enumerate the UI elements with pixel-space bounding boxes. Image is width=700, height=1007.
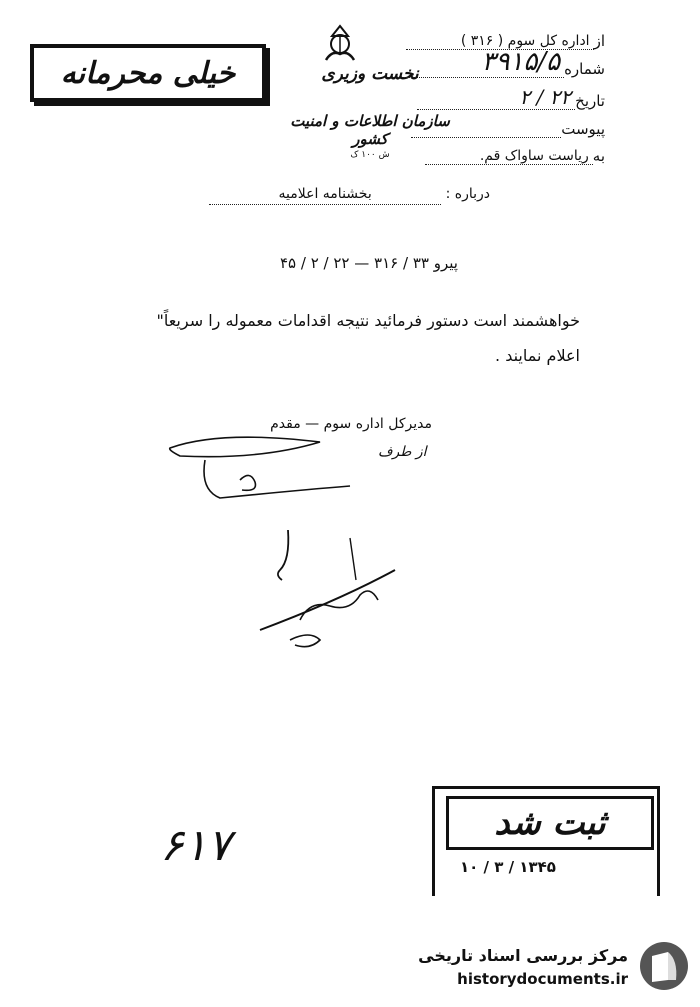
body-line-2: اعلام نمایند . bbox=[495, 346, 580, 365]
attachment-label: پیوست bbox=[561, 120, 605, 138]
to-value: ریاست ساواک قم. bbox=[425, 148, 593, 165]
footer-watermark bbox=[405, 940, 690, 1000]
signer-note: از طرف bbox=[378, 444, 427, 460]
attachment-row bbox=[411, 116, 605, 138]
agency-subtitle: سازمان اطلاعات و امنیت کشور bbox=[290, 112, 450, 148]
footer-url[interactable]: historydocuments.ir bbox=[457, 970, 628, 988]
lion-sun-emblem bbox=[320, 22, 360, 66]
number-row bbox=[406, 47, 605, 78]
signature-scribbles bbox=[160, 420, 420, 660]
handwritten-file-number: ۶۱۷ bbox=[160, 820, 231, 871]
confidential-stamp: خیلی محرمانه bbox=[30, 44, 266, 102]
footer-title: مرکز بررسی اسناد تاریخی bbox=[418, 946, 628, 965]
from-label: از bbox=[593, 32, 605, 50]
date-row bbox=[417, 85, 605, 110]
subject-value: بخشنامه اعلامیه bbox=[209, 186, 441, 205]
archive-logo-icon bbox=[638, 940, 690, 992]
subject-label: درباره : bbox=[445, 186, 490, 202]
to-row bbox=[425, 143, 605, 165]
body-line-1: خواهشمند است دستور فرمائید نتیجه اقدامات معموله را سریعاً" bbox=[156, 311, 580, 330]
reference-line: پیرو ۳۳ / ۳۱۶ — ۲۲ / ۲ / ۴۵ bbox=[280, 254, 458, 272]
date-value: ۲۲ / ۲ bbox=[417, 85, 575, 110]
date-label: تاریخ bbox=[575, 92, 605, 110]
to-label: به bbox=[592, 147, 605, 165]
number-value: ۳۹۱۵/۵ bbox=[406, 47, 564, 78]
agency-code: ش ۱۰۰ ک bbox=[350, 150, 390, 160]
registration-date: ۱۰ / ۳ / ۱۳۴۵ bbox=[460, 858, 556, 876]
registration-stamp: ثبت شد bbox=[446, 796, 654, 850]
number-label: شماره bbox=[564, 60, 605, 78]
attachment-line bbox=[411, 123, 561, 138]
agency-name: نخست وزیری bbox=[321, 64, 419, 84]
signer-title: مدیرکل اداره سوم — مقدم bbox=[270, 416, 432, 432]
subject-row bbox=[200, 186, 490, 205]
from-value: اداره کل سوم ( ۳۱۶ ) bbox=[406, 33, 594, 50]
